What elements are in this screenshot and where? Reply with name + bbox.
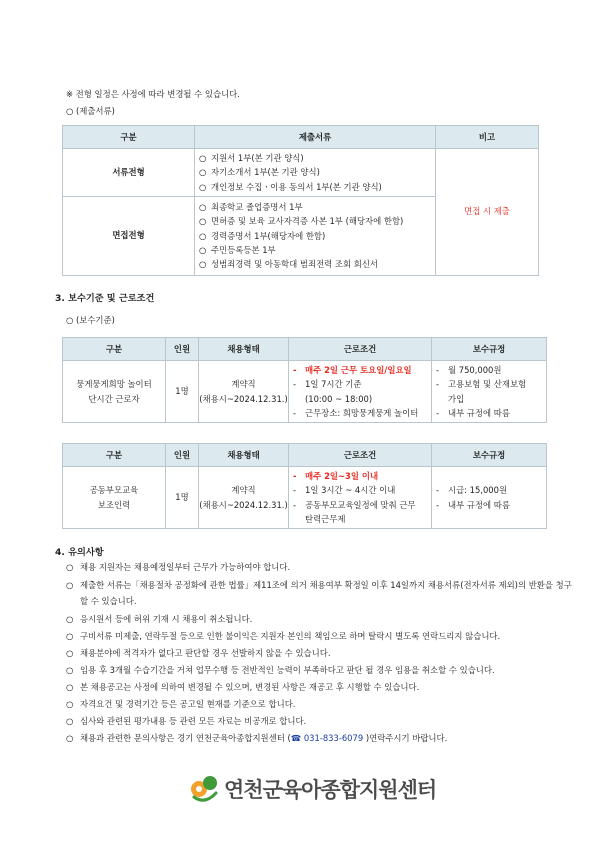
pay-heading: ○ (보수기준) bbox=[66, 315, 115, 325]
logo-text: 연천군육아종합지원센터 bbox=[224, 778, 437, 802]
pay-table-parent-education bbox=[62, 443, 547, 529]
condition-flex: 탄력근무제 bbox=[305, 513, 346, 524]
pay-insurance-cont: 가입 bbox=[448, 393, 465, 404]
pay-table-playground bbox=[62, 337, 547, 423]
col-header-headcount: 인원 bbox=[166, 444, 199, 467]
contact-phone: ☎ 031-833-6079 bbox=[290, 733, 364, 743]
document-screening-list: ○ 지원서 1부(본 기관 양식) ○ 자기소개서 1부(본 기관 양식) ○ 개인정보 수집ㆍ이용 동의서 1부(본 기관 양식) bbox=[195, 149, 436, 197]
doc-item: 지원서 1부(본 기관 양식) bbox=[211, 153, 304, 163]
note-item: ○ 임용 후 3개월 수습기간을 거쳐 업무수행 등 전반적인 능력이 부족하다고 판단 될 경우 임용을 취소할 수 있습니다. bbox=[66, 665, 495, 675]
note-item-contact: ○ 채용과 관련한 문의사항은 경기 연천군육아종합지원센터 (☎ 031-833-6079 )연락주시기 바랍니다. bbox=[66, 733, 448, 743]
note-item: ○ 응시원서 등에 허위 기재 시 채용이 취소됩니다. bbox=[66, 614, 253, 624]
documents-table bbox=[62, 125, 539, 276]
note-item: ○ 채용분야에 적격자가 없다고 판단할 경우 선발하지 않을 수 있습니다. bbox=[66, 648, 331, 658]
condition-days: 매주 2일~3일 이내 bbox=[305, 471, 379, 481]
pay-amount: 월 750,000원 bbox=[448, 365, 502, 375]
doc-item: 경력증명서 1부(해당자에 한함) bbox=[211, 230, 326, 241]
col-header-pay: 보수규정 bbox=[432, 444, 547, 467]
row-label-interview: 면접전형 bbox=[63, 196, 195, 275]
doc-item: 면허증 및 보육 교사자격증 사본 1부 (해당자에 한함) bbox=[211, 216, 404, 227]
col-header-employment-type: 채용형태 bbox=[199, 444, 289, 467]
condition-days: 매주 2일 근무 토요일/일요일 bbox=[305, 365, 412, 375]
center-logo bbox=[188, 770, 437, 806]
interview-doc-list: ○ 최종학교 졸업증명서 1부 ○ 면허증 및 보육 교사자격증 사본 1부 (해당자에 한함) ○ 경력증명서 1부(해당자에 한함) ○ 주민등록등본 1부 ○ 성범죄경력 및 아동학대 범죄전력 조회 회신서 bbox=[195, 196, 436, 275]
condition-schedule: 공동부모교육일정에 맞춰 근무 bbox=[305, 499, 416, 510]
note-item: ○ 제출한 서류는「채용절차 공정화에 관한 법률」제11조에 의거 채용여부 확정일 이후 14일까지 채용서류(전자서류 제외)의 반환을 청구할 수 있습니다. bbox=[66, 580, 572, 606]
headcount: 1명 bbox=[166, 361, 199, 423]
pay-internal-rule: 내부 규정에 따름 bbox=[448, 499, 510, 510]
section-3-title: 3. 보수기준 및 근로조건 bbox=[55, 293, 155, 304]
logo-mark-icon bbox=[188, 771, 222, 805]
doc-item: 자기소개서 1부(본 기관 양식) bbox=[211, 167, 320, 178]
col-header-category: 구분 bbox=[63, 444, 166, 467]
work-conditions: - 매주 2일~3일 이내 - 1일 3시간 ~ 4시간 이내 - 공동부모교육일정에 맞춰 근무 탄력근무제 bbox=[289, 467, 432, 529]
note-item: ○ 심사와 관련된 평가내용 등 관련 모든 자료는 비공개로 합니다. bbox=[66, 716, 307, 726]
section-4-title: 4. 유의사항 bbox=[55, 547, 104, 558]
col-header-category: 구분 bbox=[63, 338, 166, 361]
work-conditions: - 매주 2일 근무 토요일/일요일 - 1일 7시간 기준 (10:00 ~ 18:00) - 근무장소: 희망뭉게뭉게 놀이터 bbox=[289, 361, 432, 423]
col-header-conditions: 근로조건 bbox=[289, 444, 432, 467]
note-item: ○ 채용 지원자는 채용예정일부터 근무가 가능하여야 합니다. bbox=[66, 562, 291, 572]
docs-heading: ○ (제출서류) bbox=[66, 106, 115, 116]
position-name: 공동부모교육 보조인력 bbox=[63, 467, 166, 529]
condition-hours: 1일 3시간 ~ 4시간 이내 bbox=[305, 485, 396, 496]
employment-type: 계약직 (채용시~2024.12.31.) bbox=[199, 467, 289, 529]
headcount: 1명 bbox=[166, 467, 199, 529]
col-header-documents: 제출서류 bbox=[195, 126, 436, 149]
col-header-employment-type: 채용형태 bbox=[199, 338, 289, 361]
position-name: 뭉게뭉게희망 놀이터 단시간 근로자 bbox=[63, 361, 166, 423]
employment-type: 계약직 (채용시~2024.12.31.) bbox=[199, 361, 289, 423]
pay-hourly: 시급: 15,000원 bbox=[448, 485, 508, 496]
row-label-document-screening: 서류전형 bbox=[63, 149, 195, 197]
note-item: ○ 자격요건 및 경력기간 등은 공고일 현재를 기준으로 합니다. bbox=[66, 699, 296, 709]
doc-item: 개인정보 수집ㆍ이용 동의서 1부(본 기관 양식) bbox=[211, 181, 382, 192]
condition-time: (10:00 ~ 18:00) bbox=[305, 393, 373, 404]
note-item: ○ 본 채용공고는 사정에 의하여 변경될 수 있으며, 변경된 사항은 재공고 후 시행할 수 있습니다. bbox=[66, 682, 420, 692]
condition-place: 근무장소: 희망뭉게뭉게 놀이터 bbox=[305, 407, 419, 418]
col-header-category: 구분 bbox=[63, 126, 195, 149]
note-item: ○ 구비서류 미제출, 연락두절 등으로 인한 불이익은 지원자 본인의 책임으로 하며 탈락시 별도록 연락드리지 않습니다. bbox=[66, 631, 501, 641]
col-header-conditions: 근로조건 bbox=[289, 338, 432, 361]
condition-hours: 1일 7시간 기준 bbox=[305, 379, 362, 390]
pay-insurance: 고용보험 및 산재보험 bbox=[448, 379, 527, 390]
doc-item: 주민등록등본 1부 bbox=[211, 245, 276, 256]
col-header-headcount: 인원 bbox=[166, 338, 199, 361]
remarks-interview-submit: 면접 시 제출 bbox=[436, 149, 539, 276]
pay-internal-rule: 내부 규정에 따름 bbox=[448, 407, 510, 418]
doc-item: 최종학교 졸업증명서 1부 bbox=[211, 202, 303, 213]
pay-rules: - 월 750,000원 - 고용보험 및 산재보험 가입 - 내부 규정에 따름 bbox=[432, 361, 547, 423]
col-header-pay: 보수규정 bbox=[432, 338, 547, 361]
col-header-remarks: 비고 bbox=[436, 126, 539, 149]
doc-item: 성범죄경력 및 아동학대 범죄전력 조회 회신서 bbox=[211, 259, 379, 270]
pay-rules: - 시급: 15,000원 - 내부 규정에 따름 bbox=[432, 467, 547, 529]
schedule-note: ※ 전형 일정은 사정에 따라 변경될 수 있습니다. bbox=[66, 89, 240, 99]
